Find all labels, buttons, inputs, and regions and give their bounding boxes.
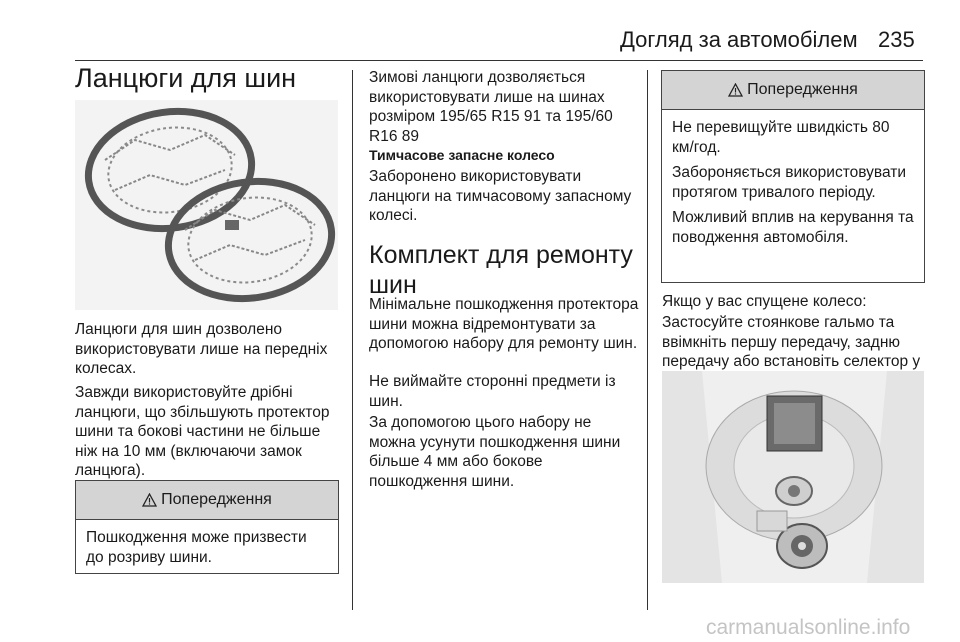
warning-text: Пошкодження може призвести до розриву шини.	[86, 529, 307, 566]
warning-box-tire-damage	[75, 480, 339, 574]
tire-chains-illustration	[75, 100, 338, 310]
warning-speed-limit-text: Не перевищуйте швидкість 80 км/год.	[672, 119, 890, 156]
tire-repair-kit-in-trunk	[662, 371, 924, 583]
warning-header	[662, 71, 924, 110]
warning-title: Попередження	[161, 491, 272, 508]
warning-duration-text: Забороняється використовувати протягом тривалого періоду.	[672, 164, 906, 201]
warning-title: Попередження	[747, 81, 858, 98]
warning-header	[76, 481, 338, 520]
warning-box-repair-kit	[661, 70, 925, 283]
column-divider-1	[352, 70, 353, 610]
tire-chains-fine-links-text: Завжди використовуйте дрібні ланцюги, що збільшують протектор шини та бокові частини не більше ніж на 10 мм (включаючи замок ланцюга).	[75, 384, 330, 480]
page-title: Догляд за автомобілем	[620, 27, 858, 52]
warning-handling-text: Можливий вплив на керування та поводження автомобіля.	[672, 209, 914, 246]
repair-limits-text: За допомогою цього набору не можна усунути пошкодження шини більше 4 мм або бокове пошкодження шини.	[369, 414, 621, 490]
secure-vehicle-body: Застосуйте стоянкове гальмо та ввімкніть першу передачу, задню передачу або встановіть селектор у	[662, 314, 921, 371]
temporary-spare-text: Заборонено використовувати ланцюги на тимчасовому запасному колесі.	[369, 168, 632, 225]
section-heading-tire-chains: Ланцюги для шин	[75, 63, 297, 93]
warning-triangle-icon	[728, 83, 743, 97]
flat-tire-intro-text: Якщо у вас спущене колесо:	[662, 293, 867, 310]
repair-kit-intro-text: Мінімальне пошкодження протектора шини можна відремонтувати за допомогою набору для ремонту шин.	[369, 296, 639, 353]
section-heading-tire-repair-kit: Комплект для ремонту шин	[369, 241, 633, 299]
page-number: 235	[878, 27, 915, 52]
watermark: carmanualsonline.info	[706, 616, 911, 639]
warning-triangle-icon	[142, 493, 157, 507]
column-divider-2	[647, 70, 648, 610]
temporary-spare-subheading: Тимчасове запасне колесо	[369, 147, 555, 163]
tire-chains-front-only-text: Ланцюги для шин дозволено використовувати лише на передніх колесах.	[75, 321, 328, 378]
repair-kit-figure	[662, 371, 924, 583]
foreign-objects-text: Не виймайте сторонні предмети із шин.	[369, 373, 616, 410]
winter-chains-sizes-text: Зимові ланцюги дозволяється використовувати лише на шинах розміром 195/65 R15 91 та 195/60 R16 89	[369, 69, 613, 145]
header-rule	[75, 60, 923, 61]
tire-chains-figure	[75, 100, 338, 310]
